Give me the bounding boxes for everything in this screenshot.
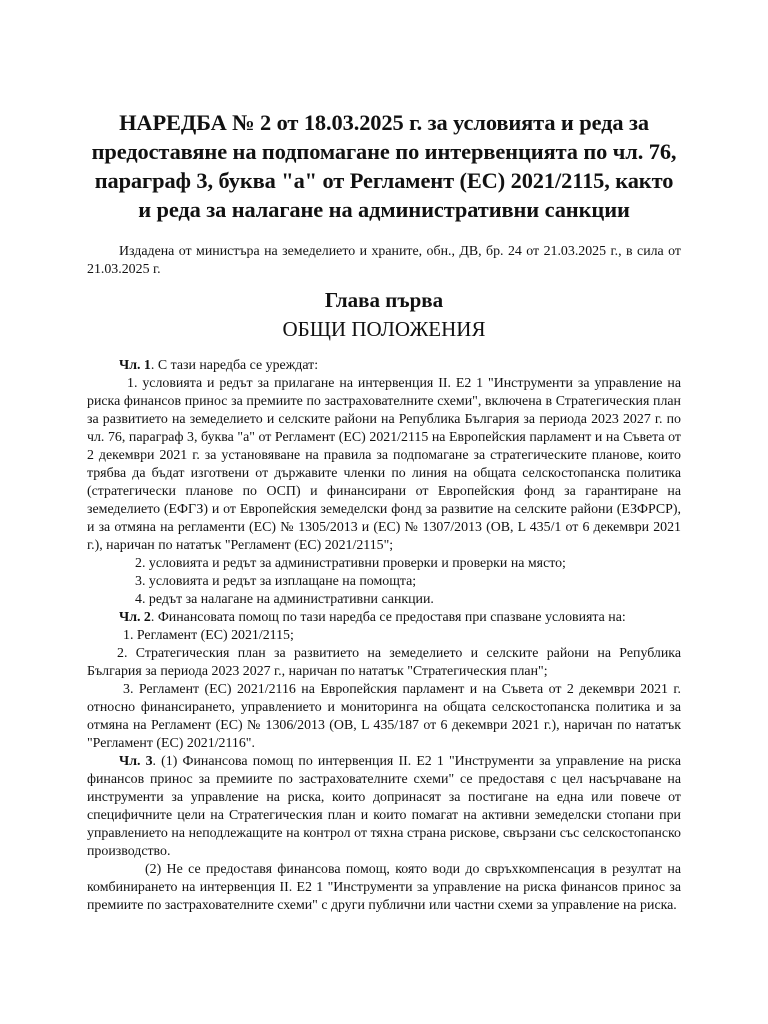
article-3-paragraph-2: (2) Не се предоставя финансова помощ, която води до свръхкомпенсация в резултат на комбинирането на интервенция II. Е2 1 "Инструменти за управление на риска финансов принос за премиите по застрахователните схеми" с други публични или частни схеми за управление на риска. bbox=[87, 862, 681, 913]
article-2-item-1: 1. Регламент (ЕС) 2021/2115; bbox=[123, 628, 294, 643]
article-1-intro bbox=[87, 357, 681, 375]
article-3-paragraph-1 bbox=[87, 753, 681, 861]
article-2-item-2: 2. Стратегическия план за развитието на земеделието и селските райони на Република България за периода 2023 2027 г., наричан по нататък "Стратегическия план"; bbox=[87, 646, 681, 679]
chapter-number: Глава първа bbox=[324, 288, 444, 312]
document-title: НАРЕДБА № 2 от 18.03.2025 г. за условията и реда за предоставяне на подпомагане по интервенцията по чл. 76, параграф 3, буква "а" от Регламент (ЕС) 2021/2115, както и реда за налагане на административни санкции bbox=[91, 110, 677, 222]
article-2-item-3: 3. Регламент (ЕС) 2021/2116 на Европейския парламент и на Съвета от 2 декември 2021 г. относно финансирането, управлението и мониторинга на общата селскостопанска политика и за отмяна на Регламент (ЕС) № 1306/2013 (ОВ, L 435/187 от 6 декември 2021 г.), наричан по нататък "Регламент (ЕС) 2021/2116". bbox=[87, 682, 681, 751]
article-1-item-4: 4. редът за налагане на административни санкции. bbox=[135, 592, 434, 607]
article-1-item-2: 2. условията и редът за административни проверки и проверки на място; bbox=[135, 556, 566, 571]
article-3-paragraph-1-text: . (1) Финансова помощ по интервенция II. Е2 1 "Инструменти за управление на риска финансов принос за премиите по застрахователните схеми" се предоставя с цел насърчаване на инструменти за управление на риска, които допринасят за постигане на една или повече от специфичните цели на Стратегическия план и които помагат на активни земеделски стопани при управлението на неподлежащите на контрол от тяхна страна рискове, свързани със селскостопанско производство. bbox=[87, 754, 681, 859]
article-2-intro-text: . Финансовата помощ по тази наредба се предоставя при спазване условията на: bbox=[150, 610, 626, 625]
document-body bbox=[87, 357, 681, 915]
article-2-label: Чл. 2 bbox=[119, 610, 151, 625]
issued-by-note: Издадена от министъра на земеделието и храните, обн., ДВ, бр. 24 от 21.03.2025 г., в сила от 21.03.2025 г. bbox=[87, 244, 681, 277]
article-3-label: Чл. 3 bbox=[119, 754, 153, 769]
article-1-item-3: 3. условията и редът за изплащане на помощта; bbox=[135, 574, 417, 589]
article-1-intro-text: . С тази наредба се уреждат: bbox=[150, 358, 319, 373]
article-2-intro bbox=[87, 609, 681, 627]
article-1-item-1: 1. условията и редът за прилагане на интервенция II. Е2 1 "Инструменти за управление на риска финансов принос за премиите по застрахователните схеми", включена в Стратегическия план за развитието на земеделието и селските райони на Република България за периода 2023 2027 г. по чл. 76, параграф 3, буква "а" от Регламент (ЕС) 2021/2115 на Европейския парламент и на Съвета от 2 декември 2021 г. за установяване на правила за подпомагане за стратегическите планове, които трябва да бъдат изготвени от държавите членки по линия на общата селскостопанска политика (стратегически планове по ОСП) и финансирани от Европейския фонд за гарантиране на земеделието (ЕФГЗ) и от Европейския земеделски фонд за развитие на селските райони (ЕЗФРСР), и за отмяна на регламенти (ЕС) № 1305/2013 и (ЕС) № 1307/2013 (ОВ, L 435/1 от 6 декември 2021 г.), наричан по нататък "Регламент (ЕС) 2021/2115"; bbox=[87, 376, 681, 553]
chapter-title: ОБЩИ ПОЛОЖЕНИЯ bbox=[282, 317, 486, 341]
article-1-label: Чл. 1 bbox=[119, 358, 151, 373]
